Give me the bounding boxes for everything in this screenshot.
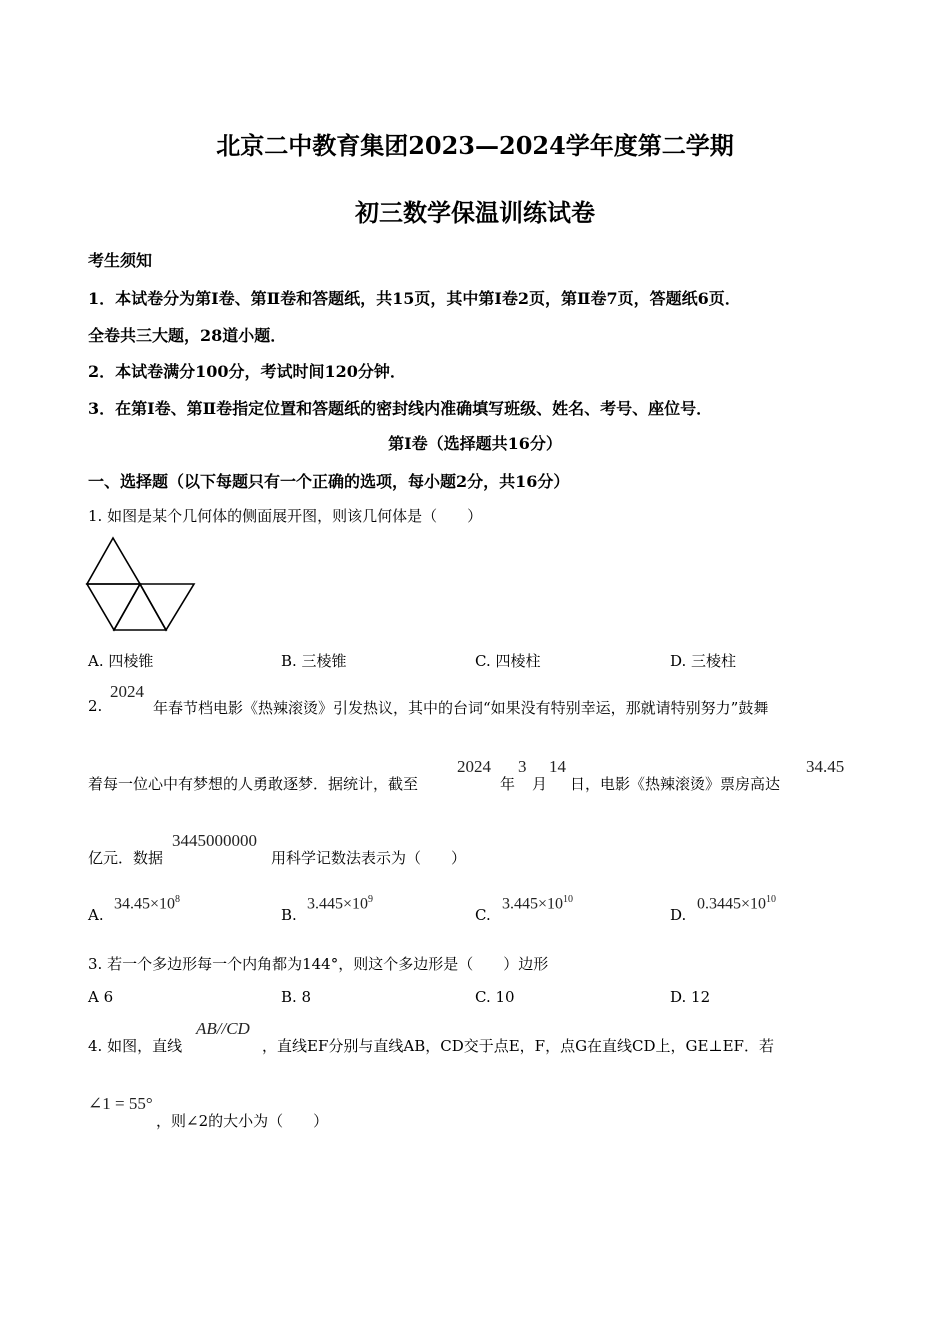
- q2-line-1: 年春节档电影《热辣滚烫》引发热议，其中的台词“如果没有特别幸运，那就请特别努力”鼓舞: [153, 699, 769, 717]
- q4-line-2-rest: ，则∠2的大小为（ ）: [156, 1112, 329, 1130]
- notice-item-1: 1．本试卷分为第Ⅰ卷、第Ⅱ卷和答题纸，共15页，其中第Ⅰ卷2页，第Ⅱ卷7页，答题纸6页．: [88, 289, 741, 308]
- volume-title: 第Ⅰ卷（选择题共16分）: [388, 434, 562, 453]
- q4-angle-given: ∠1 = 55°: [88, 1094, 153, 1113]
- q1-stem: 1. 如图是某个几何体的侧面展开图，则该几何体是（ ）: [88, 507, 483, 525]
- q3-option-d: D. 12: [670, 988, 711, 1006]
- q2-option-a-label: A.: [88, 906, 104, 924]
- q1-option-d: D. 三棱柱: [670, 652, 737, 670]
- q4-parallel-expr: AB//CD: [196, 1019, 250, 1038]
- q3-stem: 3. 若一个多边形每一个内角都为144°，则这个多边形是（ ）边形: [88, 955, 549, 973]
- q2-line-2-ri: 日，电影《热辣滚烫》票房高达: [570, 775, 781, 793]
- q3-option-c: C. 10: [475, 988, 515, 1006]
- q1-net-right-triangle: [140, 584, 194, 630]
- q2-line-2-day: 14: [549, 757, 566, 776]
- q2-option-a-value: $34.45\times 10^8$: [114, 894, 181, 913]
- q2-number: 2.: [88, 697, 103, 715]
- q2-option-b-label: B.: [281, 906, 297, 924]
- q2-line-2-nian: 年: [500, 775, 516, 793]
- q2-option-b-value: $3.445\times 10^9$: [307, 894, 374, 913]
- q2-line-3a: 亿元．数据: [88, 849, 164, 867]
- q2-line-2-month: 3: [518, 757, 527, 776]
- q2-option-d-value: $0.3445\times 10^{10}$: [697, 894, 777, 913]
- q2-line-2-yue: 月: [532, 775, 548, 793]
- notice-heading: 考生须知: [88, 251, 153, 270]
- q2-line-3-number: 3445000000: [172, 831, 257, 850]
- q2-option-c-label: C.: [475, 906, 491, 924]
- q1-option-a: A. 四棱锥: [88, 652, 154, 670]
- q1-net-figure: [84, 536, 200, 634]
- notice-item-3: 3．在第Ⅰ卷、第Ⅱ卷指定位置和答题纸的密封线内准确填写班级、姓名、考号、座位号．: [88, 399, 713, 418]
- q2-line-2-amount: 34.45: [806, 757, 845, 776]
- q2-line-3b: 用科学记数法表示为（ ）: [271, 849, 467, 867]
- q2-option-d-label: D.: [670, 906, 687, 924]
- q1-option-b: B. 三棱锥: [281, 652, 347, 670]
- q2-line-2-year: 2024: [457, 757, 491, 776]
- q2-line-2a: 着每一位心中有梦想的人勇敢逐梦．据统计，截至: [88, 775, 419, 793]
- q1-option-c: C. 四棱柱: [475, 652, 541, 670]
- part-title: 一、选择题（以下每题只有一个正确的选项，每小题2分，共16分）: [88, 472, 570, 491]
- q1-net-center-triangle: [114, 584, 166, 630]
- q4-prefix: 4. 如图，直线: [88, 1037, 183, 1055]
- page-title: 北京二中教育集团2023—2024学年度第二学期: [216, 131, 734, 160]
- q2-option-c-value: $3.445\times 10^{10}$: [502, 894, 574, 913]
- q1-net-top-triangle: [87, 538, 140, 584]
- q3-option-b: B. 8: [281, 988, 312, 1006]
- q1-net-left-triangle: [87, 584, 140, 630]
- q4-line-1-rest: ，直线EF分别与直线AB，CD交于点E，F，点G在直线CD上，GE⊥EF．若: [262, 1037, 774, 1055]
- page-subtitle: 初三数学保温训练试卷: [355, 198, 595, 227]
- notice-item-1-cont: 全卷共三大题，28道小题．: [88, 326, 287, 345]
- q3-option-a: A 6: [88, 988, 114, 1006]
- notice-item-2: 2．本试卷满分100分，考试时间120分钟．: [88, 362, 406, 381]
- q2-year-image: 2024: [110, 682, 144, 701]
